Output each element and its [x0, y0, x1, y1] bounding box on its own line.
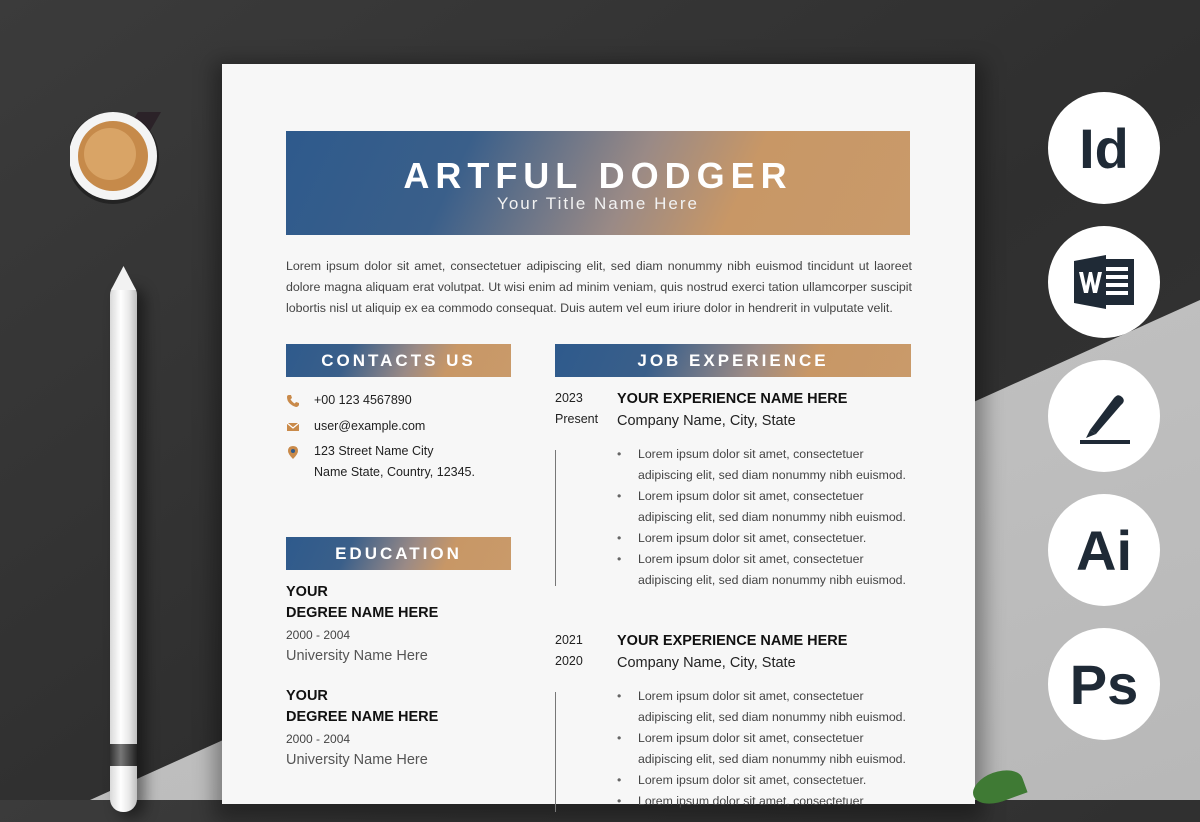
timeline-line — [555, 450, 556, 586]
contacts-heading: CONTACTS US — [286, 344, 511, 377]
resume-intro-paragraph: Lorem ipsum dolor sit amet, consectetuer adipiscing elit, sed diam nonummy nibh euismod tincidunt ut laoreet dolore magna aliquam erat volutpat. Ut wisi enim ad minim veniam, quis nostrud exerci tation ullamcorper suscipit lobortis nisl ut aliquip ex ea commodo consequat. Duis autem vel eum iriure dolor in hendrerit in vulputate velit. — [286, 259, 912, 315]
job-bullet: • Lorem ipsum dolor sit amet, consectetuer adipiscing elit, sed diam nonummy nibh euismod. — [617, 444, 917, 486]
photoshop-label: Ps — [1069, 652, 1139, 716]
degree-line1: YOUR — [286, 584, 328, 600]
resume-name: ARTFUL DODGER — [403, 155, 793, 196]
photoshop-icon — [1048, 628, 1160, 740]
contact-phone-text: +00 123 4567890 — [314, 393, 412, 407]
job-bullet: • Lorem ipsum dolor sit amet, consectetuer — [617, 791, 917, 812]
resume-title: Your Title Name Here — [497, 194, 699, 213]
job-bullet-list — [617, 444, 917, 591]
education-years: 2000 - 2004 — [286, 732, 351, 746]
contact-address-line2: Name State, Country, 12345. — [314, 465, 475, 479]
job-experience-heading: JOB EXPERIENCE — [555, 344, 911, 377]
job-title: YOUR EXPERIENCE NAME HERE — [617, 391, 848, 407]
job-year-start: 2021 — [555, 633, 583, 647]
education-heading: EDUCATION — [286, 537, 511, 570]
job-company: Company Name, City, State — [617, 413, 796, 429]
illustrator-label: Ai — [1076, 518, 1132, 582]
illustrator-icon — [1048, 494, 1160, 606]
job-bullet-list — [617, 686, 917, 812]
resume-page — [222, 64, 975, 808]
education-entry — [286, 582, 516, 667]
location-pin-icon — [286, 445, 300, 459]
university-name: University Name Here — [286, 752, 428, 768]
job-bullet: • Lorem ipsum dolor sit amet, consectetuer adipiscing elit, sed diam nonummy nibh euismod. — [617, 728, 917, 770]
resume-header-banner — [286, 131, 910, 235]
pen-tool-icon — [1048, 360, 1160, 472]
contact-address-line1: 123 Street Name City — [314, 444, 434, 458]
degree-line1: YOUR — [286, 688, 328, 704]
job-year-end: Present — [555, 412, 599, 426]
indesign-icon — [1048, 92, 1160, 204]
coffee-mug-image — [70, 112, 170, 217]
degree-line2: DEGREE NAME HERE — [286, 605, 439, 621]
education-entry — [286, 686, 516, 771]
job-bullet: • Lorem ipsum dolor sit amet, consectetuer adipiscing elit, sed diam nonummy nibh euismod. — [617, 486, 917, 528]
job-company: Company Name, City, State — [617, 655, 796, 671]
job-bullet: • Lorem ipsum dolor sit amet, consectetuer. — [617, 770, 917, 791]
contact-email-text: user@example.com — [314, 419, 426, 433]
university-name: University Name Here — [286, 648, 428, 664]
job-title: YOUR EXPERIENCE NAME HERE — [617, 633, 848, 649]
job-bullet: • Lorem ipsum dolor sit amet, consectetuer adipiscing elit, sed diam nonummy nibh euismod. — [617, 686, 917, 728]
stylus-pen-image — [110, 282, 137, 812]
degree-line2: DEGREE NAME HERE — [286, 709, 439, 725]
job-bullet: • Lorem ipsum dolor sit amet, consectetuer. — [617, 528, 917, 549]
word-icon — [1048, 226, 1160, 338]
email-icon — [286, 420, 300, 434]
timeline-line — [555, 692, 556, 812]
phone-icon — [286, 394, 300, 408]
job-year-end: 2020 — [555, 654, 583, 668]
job-year-start: 2023 — [555, 391, 583, 405]
indesign-label: Id — [1079, 116, 1129, 180]
job-bullet: • Lorem ipsum dolor sit amet, consectetuer adipiscing elit, sed diam nonummy nibh euismod. — [617, 549, 917, 591]
education-years: 2000 - 2004 — [286, 628, 351, 642]
